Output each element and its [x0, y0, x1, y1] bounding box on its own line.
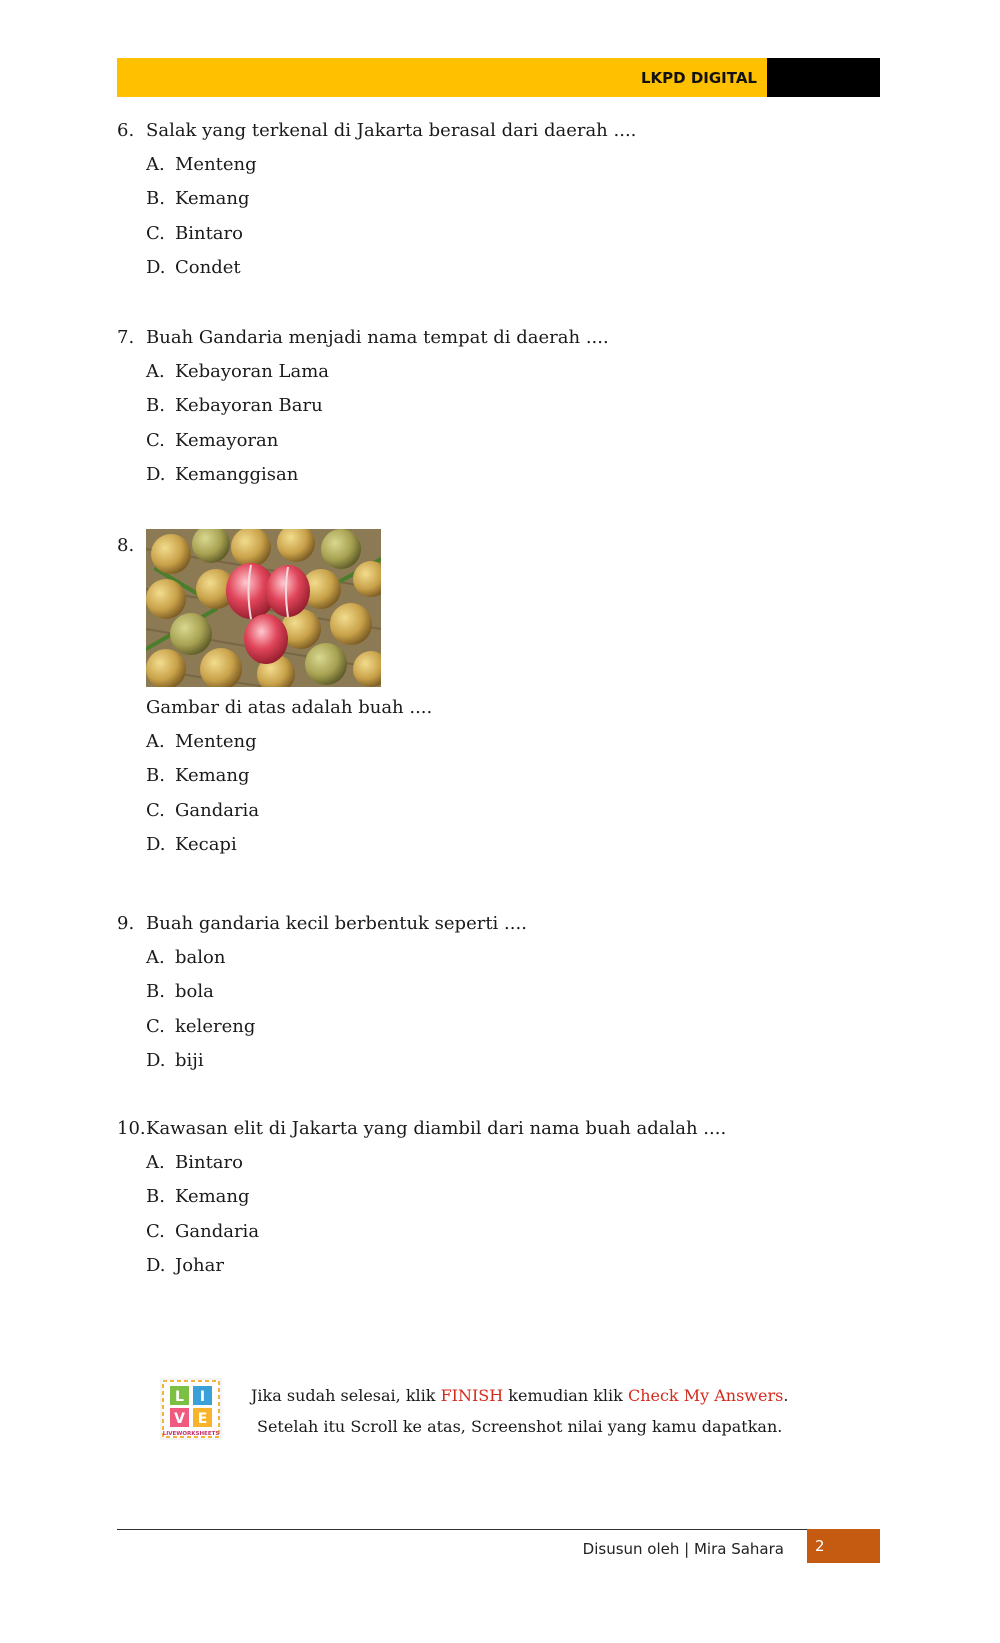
- option-letter: D.: [146, 463, 166, 485]
- option-text: kelereng: [175, 1015, 256, 1037]
- logo-letter: E: [197, 1411, 208, 1427]
- option-letter: D.: [146, 1254, 166, 1276]
- option-letter: B.: [146, 981, 165, 1003]
- option-letter: B.: [146, 1186, 165, 1208]
- note-line-1: [251, 1386, 788, 1405]
- option-letter: B.: [146, 765, 165, 787]
- option-text: Bintaro: [175, 222, 243, 244]
- option-letter: D.: [146, 256, 166, 278]
- header-black-block: [767, 58, 880, 97]
- option-d[interactable]: [117, 1249, 880, 1283]
- question-text: Buah Gandaria menjadi nama tempat di daerah ....: [146, 327, 609, 348]
- option-letter: A.: [146, 731, 165, 752]
- option-text: Kemanggisan: [175, 463, 299, 485]
- logo-letter: I: [199, 1389, 206, 1405]
- option-c[interactable]: [117, 1010, 880, 1044]
- option-text: Kebayoran Lama: [175, 361, 330, 382]
- option-letter: B.: [146, 395, 165, 417]
- footer-credit: Disusun oleh | Mira Sahara: [582, 1540, 784, 1558]
- header-bar: [117, 58, 880, 97]
- note-suffix: .: [783, 1386, 789, 1405]
- option-text: biji: [175, 1049, 204, 1071]
- option-text: Condet: [175, 256, 241, 278]
- option-c[interactable]: [117, 424, 880, 458]
- instruction-note: [160, 1378, 860, 1442]
- option-c[interactable]: [117, 794, 880, 828]
- header-title: LKPD DIGITAL: [117, 58, 767, 97]
- option-text: bola: [175, 981, 214, 1003]
- option-letter: C.: [146, 429, 165, 451]
- finish-keyword: FINISH: [440, 1386, 504, 1405]
- option-text: Kebayoran Baru: [175, 395, 323, 417]
- question-number: 8.: [117, 535, 135, 556]
- option-b[interactable]: [117, 975, 880, 1009]
- question-8: [117, 529, 880, 862]
- option-text: Kemang: [175, 1186, 250, 1208]
- option-a[interactable]: [117, 1146, 880, 1180]
- logo-letter: V: [174, 1411, 185, 1427]
- option-d[interactable]: [117, 1044, 880, 1078]
- option-d[interactable]: [117, 828, 880, 862]
- option-letter: A.: [146, 361, 165, 382]
- question-number-spacer: [117, 691, 146, 725]
- note-prefix: Jika sudah selesai, klik: [251, 1386, 441, 1405]
- option-text: Bintaro: [175, 1152, 243, 1173]
- option-letter: A.: [146, 154, 165, 175]
- option-letter: C.: [146, 1015, 165, 1037]
- note-line-2: Setelah itu Scroll ke atas, Screenshot nilai yang kamu dapatkan.: [257, 1417, 783, 1436]
- question-text: Gambar di atas adalah buah ....: [146, 697, 433, 718]
- option-b[interactable]: [117, 182, 880, 216]
- gandaria-fruit-image: [146, 529, 381, 687]
- option-c[interactable]: [117, 217, 880, 251]
- question-number: 7.: [117, 327, 135, 348]
- option-d[interactable]: [117, 458, 880, 492]
- question-9: [117, 907, 880, 1078]
- question-number: 10.: [117, 1118, 146, 1139]
- option-a[interactable]: [117, 148, 880, 182]
- option-letter: D.: [146, 1049, 166, 1071]
- option-text: balon: [175, 947, 226, 968]
- option-d[interactable]: [117, 251, 880, 285]
- question-text: Buah gandaria kecil berbentuk seperti ....: [146, 913, 527, 934]
- question-number: 6.: [117, 120, 135, 141]
- option-text: Kecapi: [175, 833, 237, 855]
- question-text: Salak yang terkenal di Jakarta berasal dari daerah ....: [146, 120, 637, 141]
- question-10: [117, 1112, 880, 1283]
- option-letter: A.: [146, 947, 165, 968]
- option-text: Kemang: [175, 188, 250, 210]
- check-answers-keyword: Check My Answers: [627, 1386, 784, 1405]
- option-letter: B.: [146, 188, 165, 210]
- option-a[interactable]: [117, 725, 880, 759]
- option-letter: A.: [146, 1152, 165, 1173]
- option-text: Gandaria: [175, 799, 260, 821]
- option-letter: C.: [146, 1220, 165, 1242]
- footer-divider: [117, 1529, 807, 1530]
- option-text: Kemang: [175, 765, 250, 787]
- note-middle: kemudian klik: [503, 1386, 628, 1405]
- option-text: Johar: [175, 1254, 224, 1276]
- question-text: Kawasan elit di Jakarta yang diambil dari nama buah adalah ....: [146, 1118, 727, 1139]
- option-a[interactable]: [117, 355, 880, 389]
- logo-caption: LIVEWORKSHEETS: [162, 1431, 220, 1437]
- question-number: 9.: [117, 913, 135, 934]
- option-letter: C.: [146, 222, 165, 244]
- option-a[interactable]: [117, 941, 880, 975]
- page-number: 2: [807, 1529, 880, 1563]
- option-c[interactable]: [117, 1215, 880, 1249]
- option-letter: D.: [146, 833, 166, 855]
- option-text: Gandaria: [175, 1220, 260, 1242]
- option-b[interactable]: [117, 389, 880, 423]
- option-text: Menteng: [175, 731, 257, 752]
- question-6: [117, 114, 880, 285]
- option-b[interactable]: [117, 759, 880, 793]
- option-text: Menteng: [175, 154, 257, 175]
- liveworksheets-logo: [160, 1378, 222, 1440]
- option-letter: C.: [146, 799, 165, 821]
- logo-letter: L: [175, 1389, 184, 1405]
- option-text: Kemayoran: [175, 429, 279, 451]
- option-b[interactable]: [117, 1180, 880, 1214]
- question-7: [117, 321, 880, 492]
